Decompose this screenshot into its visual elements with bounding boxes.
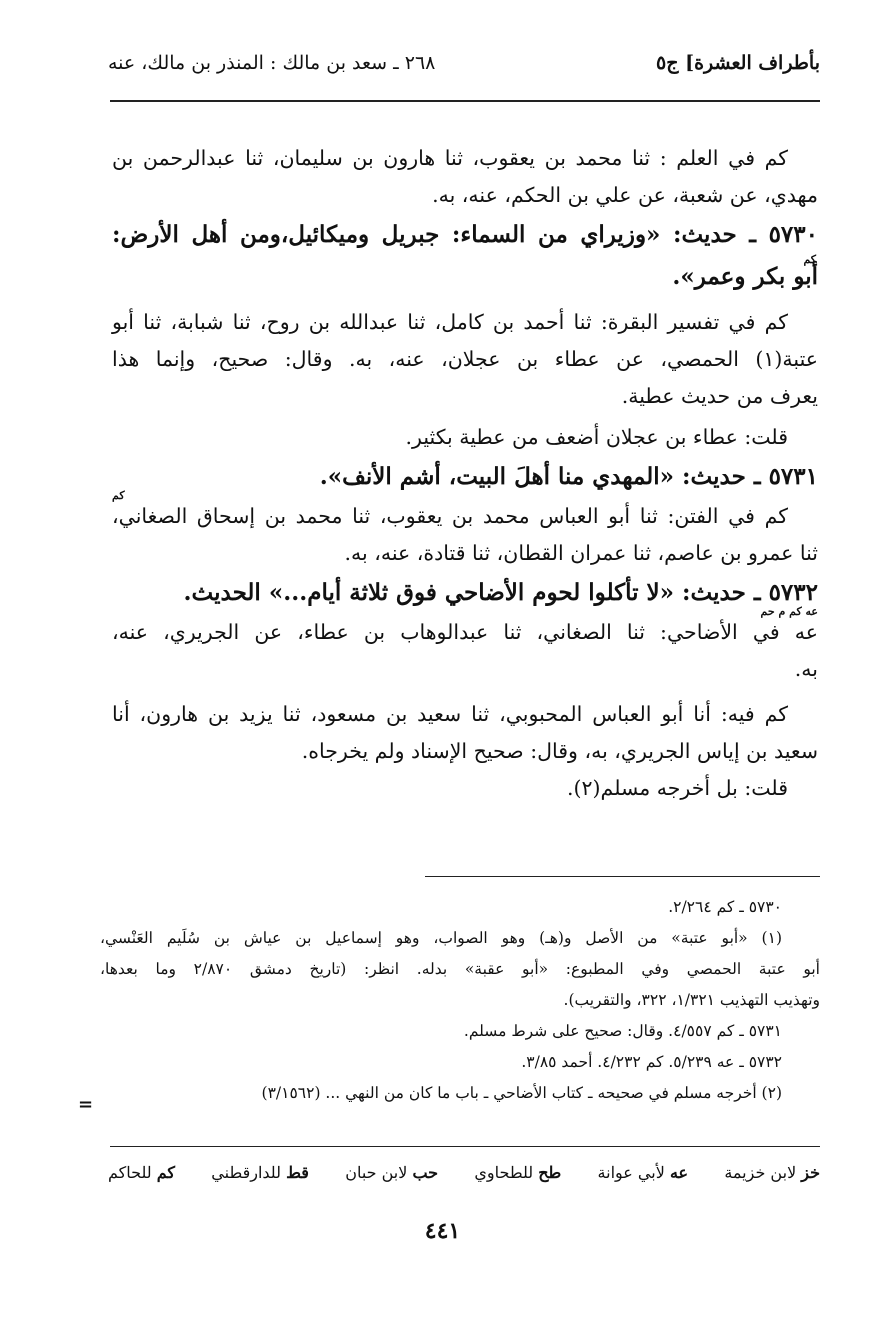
hadith-5732-text: ٥٧٣٢ ـ حديث: «لا تأكلوا لحوم الأضاحي فوق ثلاثة أيام...» الحديث. bbox=[183, 579, 818, 606]
key-rule bbox=[110, 1146, 820, 1147]
hadith-5730-heading-cont bbox=[112, 253, 818, 298]
footnote-line: أبو عتبة الحمصي وفي المطبوع: «أبو عقبة» بدله. انظر: (تاريخ دمشق ٢/٨٧٠ وما بعدها، bbox=[100, 960, 820, 978]
hadith-5730-end: أبو بكر وعمر». bbox=[672, 263, 818, 290]
header-book-title: بأطراف العشرة] ج٥ bbox=[656, 52, 820, 74]
footnotes bbox=[100, 892, 820, 1109]
text-line: ثنا عمرو بن عاصم، ثنا عمران القطان، ثنا قتادة، عنه، به. bbox=[344, 541, 818, 565]
hadith-5731-text: ٥٧٣١ ـ حديث: «المهدي منا أهلَ البيت، أشم الأنف». bbox=[319, 463, 818, 490]
siglum-5732: عه كم م حم bbox=[760, 605, 818, 618]
text-line: عتبة(١) الحمصي، عن عطاء بن عجلان، عنه، به. وقال: صحيح، وإنما هذا bbox=[112, 347, 818, 371]
siglum-5730: كم bbox=[803, 253, 816, 266]
page-number: ٤٤١ bbox=[424, 1218, 461, 1244]
text-line: كم فيه: أنا أبو العباس المحبوبي، ثنا سعيد بن مسعود، ثنا يزيد بن هارون، أنا bbox=[112, 702, 788, 726]
footnote-rule bbox=[425, 876, 820, 877]
footnote-line: ٥٧٣٢ ـ عه ٥/٢٣٩. كم ٤/٢٣٢. أحمد ٣/٨٥. bbox=[521, 1053, 782, 1071]
footnote-line: (٢) أخرجه مسلم في صحيحه ـ كتاب الأضاحي ـ باب ما كان من النهي ... (٣/١٥٦٢) bbox=[261, 1084, 782, 1102]
abbr-item: خز لابن خزيمة bbox=[724, 1163, 820, 1182]
footnote-line: ٥٧٣٠ ـ كم ٢/٢٦٤. bbox=[668, 898, 782, 916]
siglum-5731: كم bbox=[112, 489, 125, 502]
text-line: كم في العلم : ثنا محمد بن يعقوب، ثنا هارون بن سليمان، ثنا عبدالرحمن بن bbox=[112, 146, 788, 170]
abbr-item: طح للطحاوي bbox=[474, 1163, 562, 1182]
continuation-mark: = bbox=[78, 1094, 94, 1115]
main-text bbox=[112, 140, 818, 807]
header-section-title: ٢٦٨ ـ سعد بن مالك : المنذر بن مالك، عنه bbox=[108, 52, 436, 74]
header-rule bbox=[110, 100, 820, 102]
text-line: كم في تفسير البقرة: ثنا أحمد بن كامل، ثنا عبدالله بن روح، ثنا شبابة، ثنا أبو bbox=[112, 310, 788, 334]
text-line: مهدي، عن شعبة، عن علي بن الحكم، عنه، به. bbox=[432, 183, 818, 207]
text-line: يعرف من حديث عطية. bbox=[621, 384, 818, 408]
text-line: كم في الفتن: ثنا أبو العباس محمد بن يعقوب، ثنا محمد بن إسحاق الصغاني، bbox=[112, 504, 788, 528]
footnote-line: ٥٧٣١ ـ كم ٤/٥٥٧. وقال: صحيح على شرط مسلم. bbox=[463, 1022, 782, 1040]
hadith-5731-heading bbox=[112, 456, 818, 502]
footnote-line: وتهذيب التهذيب ١/٣٢١، ٣٢٢، والتقريب). bbox=[563, 991, 820, 1009]
text-line: قلت: بل أخرجه مسلم(٢). bbox=[567, 776, 788, 800]
abbr-item: حب لابن حبان bbox=[345, 1163, 439, 1182]
abbreviation-key bbox=[108, 1163, 820, 1182]
abbr-item: قط للدارقطني bbox=[211, 1163, 309, 1182]
abbr-item: كم للحاكم bbox=[108, 1163, 175, 1182]
hadith-5730-heading: ٥٧٣٠ ـ حديث: «وزيراي من السماء: جبريل وميكائيل،ومن أهل الأرض: bbox=[112, 221, 818, 248]
abbr-item: عه لأبي عوانة bbox=[597, 1163, 689, 1182]
text-line: سعيد بن إياس الجريري، به، وقال: صحيح الإسناد ولم يخرجاه. bbox=[301, 739, 818, 763]
running-header bbox=[108, 52, 820, 88]
hadith-5732-heading bbox=[112, 572, 818, 618]
footnote-line: (١) «أبو عتبة» من الأصل و(هـ) وهو الصواب، وهو إسماعيل بن عياش بن سُلَيم العَنْسي، bbox=[100, 929, 782, 947]
text-line: عه في الأضاحي: ثنا الصغاني، ثنا عبدالوهاب بن عطاء، عن الجريري، عنه، bbox=[112, 620, 818, 644]
text-line: قلت: عطاء بن عجلان أضعف من عطية بكثير. bbox=[405, 425, 788, 449]
text-line: به. bbox=[794, 657, 818, 681]
